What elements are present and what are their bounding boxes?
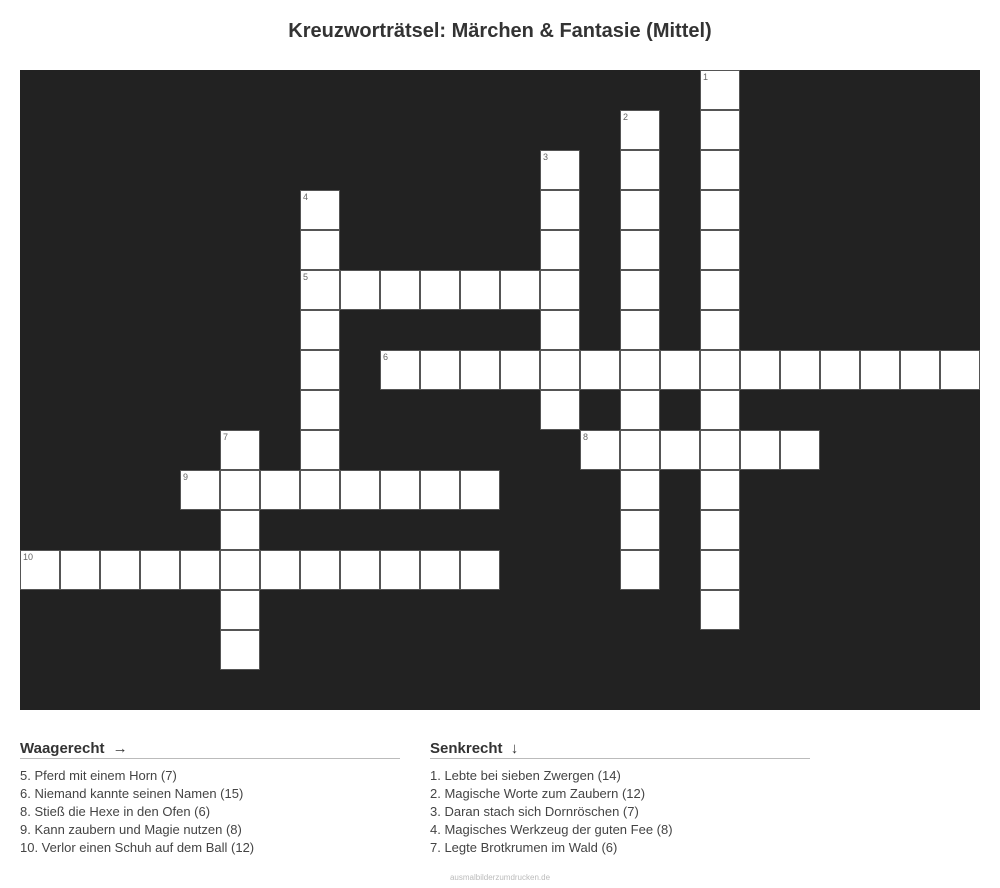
grid-cell[interactable] (300, 310, 340, 350)
grid-cell[interactable] (300, 470, 340, 510)
grid-cell[interactable] (700, 430, 740, 470)
clue-down-1: 1. Lebte bei sieben Zwergen (14) (430, 768, 621, 783)
down-clues-title: Senkrecht (430, 740, 503, 757)
grid-cell[interactable] (380, 470, 420, 510)
grid-cell[interactable] (620, 470, 660, 510)
clue-across-8: 8. Stieß die Hexe in den Ofen (6) (20, 804, 211, 819)
grid-cell[interactable] (900, 350, 940, 390)
grid-cell[interactable] (300, 390, 340, 430)
grid-cell[interactable] (700, 70, 740, 110)
grid-cell[interactable] (380, 350, 420, 390)
grid-cell[interactable] (540, 350, 580, 390)
page-title: Kreuzworträtsel: Märchen & Fantasie (Mittel) (288, 20, 712, 42)
grid-cell[interactable] (220, 510, 260, 550)
grid-cell[interactable] (660, 350, 700, 390)
grid-cell[interactable] (460, 470, 500, 510)
grid-cell[interactable] (620, 150, 660, 190)
grid-cell[interactable] (500, 350, 540, 390)
grid-cell[interactable] (300, 350, 340, 390)
grid-cell[interactable] (300, 190, 340, 230)
grid-cell[interactable] (220, 590, 260, 630)
grid-cell[interactable] (540, 310, 580, 350)
grid-cell[interactable] (700, 190, 740, 230)
grid-cell[interactable] (460, 350, 500, 390)
cell-number: 1 (703, 72, 709, 82)
cell-number: 5 (303, 272, 309, 282)
grid-cell[interactable] (540, 270, 580, 310)
grid-cell[interactable] (740, 430, 780, 470)
grid-cell[interactable] (420, 350, 460, 390)
clue-down-3: 3. Daran stach sich Dornröschen (7) (430, 804, 639, 819)
grid-cell[interactable] (700, 150, 740, 190)
grid-cell[interactable] (180, 550, 220, 590)
grid-cell[interactable] (700, 310, 740, 350)
grid-cell[interactable] (420, 470, 460, 510)
clue-down-7: 7. Legte Brotkrumen im Wald (6) (430, 840, 618, 855)
grid-cell[interactable] (220, 630, 260, 670)
grid-cell[interactable] (180, 470, 220, 510)
clue-across-10: 10. Verlor einen Schuh auf dem Ball (12) (20, 840, 255, 855)
grid-cell[interactable] (340, 470, 380, 510)
cell-number: 9 (183, 472, 189, 482)
grid-cell[interactable] (340, 550, 380, 590)
grid-cell[interactable] (620, 510, 660, 550)
clue-across-9: 9. Kann zaubern und Magie nutzen (8) (20, 822, 242, 837)
grid-cell[interactable] (700, 470, 740, 510)
grid-cell[interactable] (540, 230, 580, 270)
grid-cell[interactable] (420, 270, 460, 310)
grid-cell[interactable] (700, 270, 740, 310)
grid-cell[interactable] (300, 270, 340, 310)
grid-cell[interactable] (100, 550, 140, 590)
across-clues-header (20, 740, 400, 759)
grid-cell[interactable] (340, 270, 380, 310)
grid-cell[interactable] (580, 430, 620, 470)
down-clues-header (430, 740, 810, 759)
clue-down-4: 4. Magisches Werkzeug der guten Fee (8) (430, 822, 673, 837)
grid-cell[interactable] (300, 550, 340, 590)
grid-cell[interactable] (540, 390, 580, 430)
grid-cell[interactable] (20, 550, 60, 590)
grid-cell[interactable] (260, 470, 300, 510)
site-credit: ausmalbilderzumdrucken.de (449, 873, 551, 882)
across-clues-title: Waagerecht (20, 740, 105, 757)
grid-cell[interactable] (660, 430, 700, 470)
grid-cell[interactable] (700, 510, 740, 550)
clue-across-6: 6. Niemand kannte seinen Namen (15) (20, 786, 244, 801)
crossword-grid (20, 70, 980, 710)
cell-number: 7 (223, 432, 229, 442)
grid-cell[interactable] (460, 550, 500, 590)
grid-cell[interactable] (740, 350, 780, 390)
grid-cell[interactable] (780, 350, 820, 390)
grid-cell[interactable] (700, 590, 740, 630)
grid-cell[interactable] (620, 390, 660, 430)
grid-cell[interactable] (220, 550, 260, 590)
grid-cell[interactable] (620, 270, 660, 310)
grid-cell[interactable] (620, 190, 660, 230)
grid-cell[interactable] (620, 110, 660, 150)
cell-number: 2 (623, 112, 629, 122)
grid-cell[interactable] (460, 270, 500, 310)
grid-cell[interactable] (380, 270, 420, 310)
grid-cell[interactable] (500, 270, 540, 310)
cell-number: 3 (543, 152, 549, 162)
grid-cell[interactable] (60, 550, 100, 590)
down-clues-panel (430, 740, 810, 857)
grid-cell[interactable] (380, 550, 420, 590)
clue-down-2: 2. Magische Worte zum Zaubern (12) (430, 786, 646, 801)
grid-cell[interactable] (540, 150, 580, 190)
cell-number: 4 (303, 192, 309, 202)
grid-cell[interactable] (220, 470, 260, 510)
right-arrow-icon: → (112, 740, 128, 757)
grid-cell[interactable] (260, 550, 300, 590)
grid-cell[interactable] (700, 230, 740, 270)
grid-cell[interactable] (700, 350, 740, 390)
grid-cell[interactable] (620, 230, 660, 270)
grid-cell[interactable] (300, 230, 340, 270)
grid-cell[interactable] (540, 190, 580, 230)
grid-cell[interactable] (620, 430, 660, 470)
grid-cell[interactable] (220, 430, 260, 470)
grid-cell[interactable] (620, 310, 660, 350)
cell-number: 6 (383, 352, 389, 362)
grid-cell[interactable] (580, 350, 620, 390)
grid-cell[interactable] (700, 110, 740, 150)
grid-cell[interactable] (820, 350, 860, 390)
cell-number: 10 (23, 552, 34, 562)
grid-cell[interactable] (700, 390, 740, 430)
grid-cell[interactable] (700, 550, 740, 590)
grid-cell[interactable] (940, 350, 980, 390)
grid-cell[interactable] (140, 550, 180, 590)
grid-cell[interactable] (620, 550, 660, 590)
clue-across-5: 5. Pferd mit einem Horn (7) (20, 768, 177, 783)
grid-cell[interactable] (620, 350, 660, 390)
grid-cell[interactable] (420, 550, 460, 590)
grid-cell[interactable] (860, 350, 900, 390)
grid-cell[interactable] (300, 430, 340, 470)
cell-number: 8 (583, 432, 589, 442)
grid-cell[interactable] (780, 430, 820, 470)
across-clues-panel (20, 740, 400, 857)
down-arrow-icon: ↓ (510, 740, 519, 757)
